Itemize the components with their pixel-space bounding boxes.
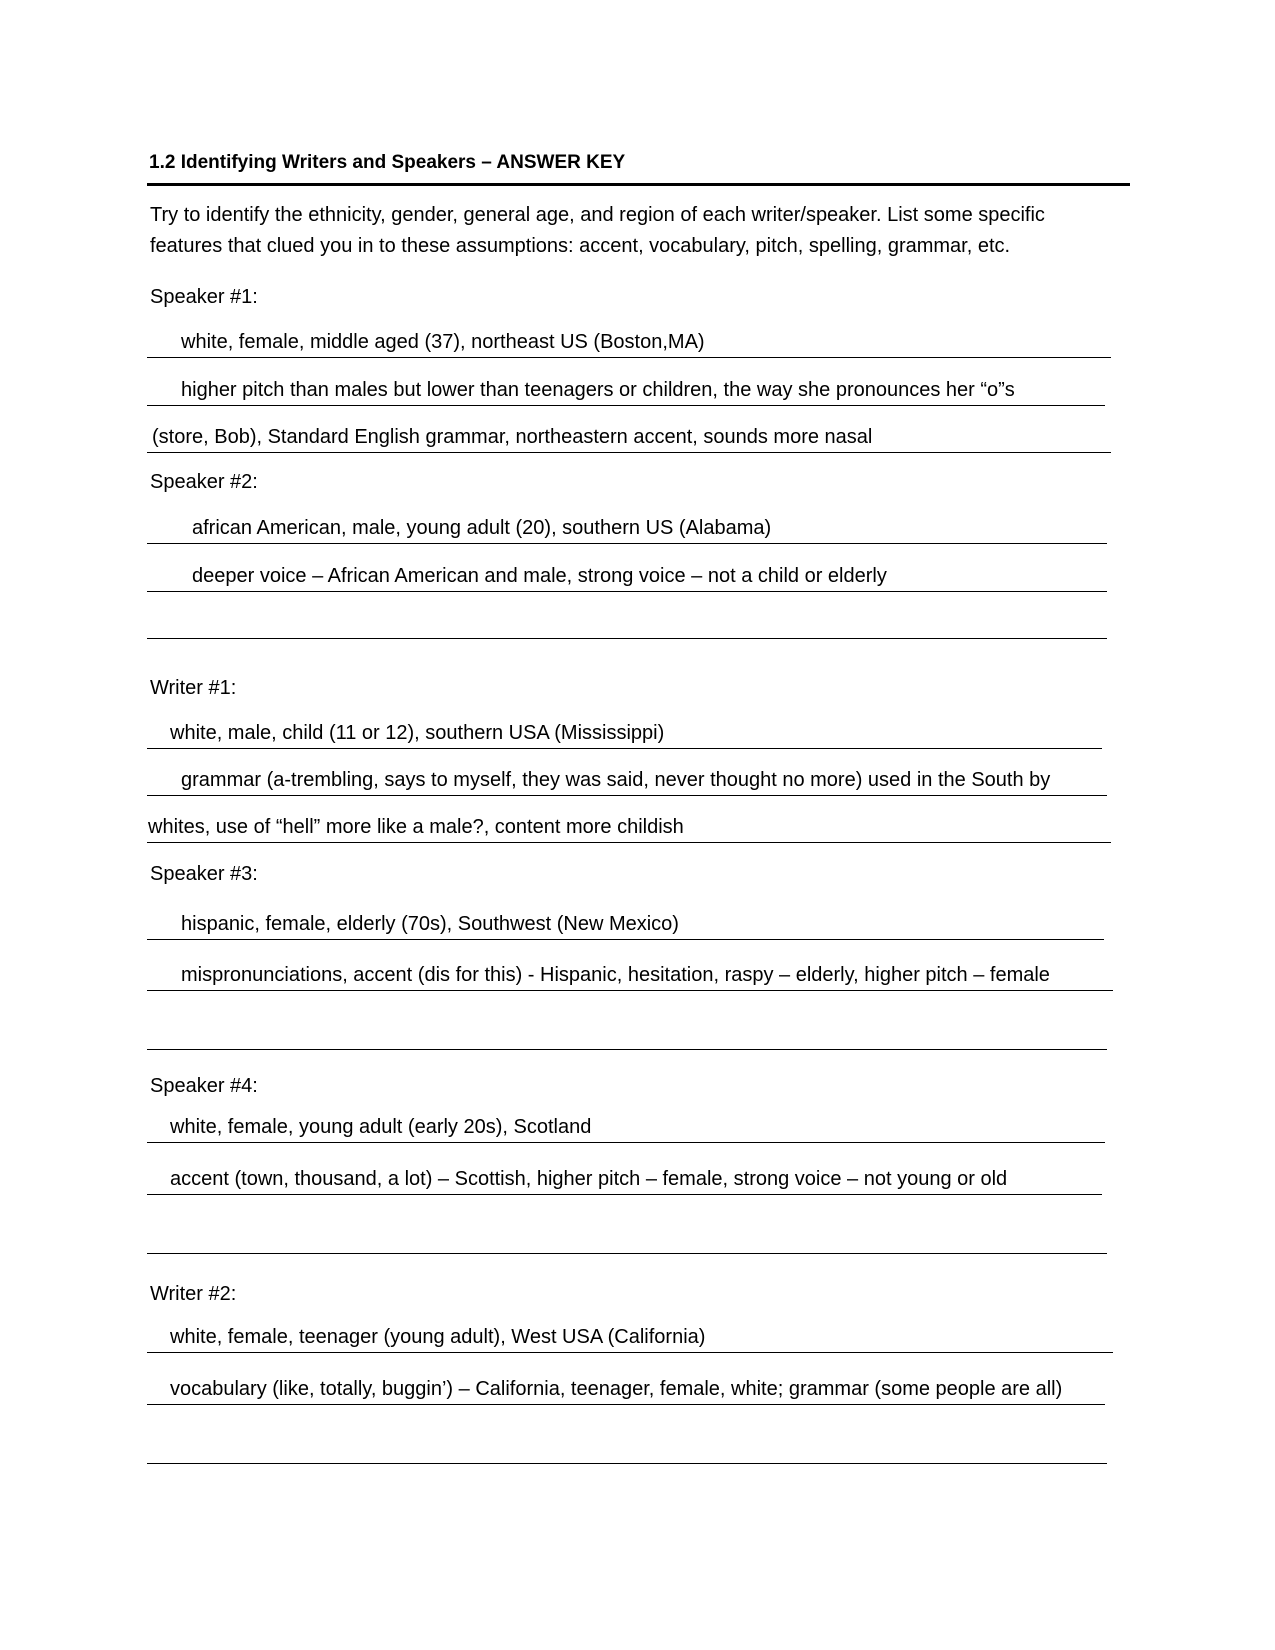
answer-line — [147, 795, 1107, 796]
section-label: Writer #1: — [150, 677, 237, 699]
answer-text: (store, Bob), Standard English grammar, northeastern accent, sounds more nasal — [152, 426, 873, 448]
answer-text: grammar (a-trembling, says to myself, they was said, never thought no more) used in the South by — [181, 769, 1051, 791]
answer-line — [147, 748, 1102, 749]
instructions-line-1: Try to identify the ethnicity, gender, general age, and region of each writer/speaker. List some specific — [150, 204, 1045, 226]
instructions-line-2: features that clued you in to these assumptions: accent, vocabulary, pitch, spelling, grammar, etc. — [150, 235, 1011, 257]
answer-text: higher pitch than males but lower than teenagers or children, the way she pronounces her “o”s — [181, 379, 1015, 401]
answer-line — [147, 1194, 1102, 1195]
page-title: 1.2 Identifying Writers and Speakers – ANSWER KEY — [149, 152, 626, 173]
answer-text: white, female, teenager (young adult), West USA (California) — [170, 1326, 706, 1348]
answer-line — [147, 1352, 1113, 1353]
answer-line — [147, 1142, 1105, 1143]
section-label: Writer #2: — [150, 1283, 237, 1305]
answer-line — [147, 638, 1107, 639]
answer-text: vocabulary (like, totally, buggin’) – California, teenager, female, white; grammar (some people are all) — [170, 1378, 1063, 1400]
answer-text: hispanic, female, elderly (70s), Southwest (New Mexico) — [181, 913, 679, 935]
answer-line — [147, 591, 1107, 592]
answer-text: accent (town, thousand, a lot) – Scottish, higher pitch – female, strong voice – not young or old — [170, 1168, 1008, 1190]
answer-line — [147, 842, 1111, 843]
answer-line — [147, 939, 1104, 940]
title-rule — [147, 183, 1130, 186]
answer-line — [147, 405, 1105, 406]
answer-text: white, female, young adult (early 20s), Scotland — [170, 1116, 592, 1138]
answer-line — [147, 1253, 1107, 1254]
answer-line — [147, 1404, 1105, 1405]
answer-text: mispronunciations, accent (dis for this) - Hispanic, hesitation, raspy – elderly, higher pitch – female — [181, 964, 1050, 986]
answer-line — [147, 1049, 1107, 1050]
answer-line — [147, 452, 1111, 453]
answer-line — [147, 357, 1111, 358]
section-label: Speaker #1: — [150, 286, 258, 308]
answer-line — [147, 1463, 1107, 1464]
answer-line — [147, 990, 1113, 991]
answer-text: white, female, middle aged (37), northeast US (Boston,MA) — [181, 331, 705, 353]
section-label: Speaker #2: — [150, 471, 258, 493]
section-label: Speaker #4: — [150, 1075, 258, 1097]
answer-text: whites, use of “hell” more like a male?, content more childish — [148, 816, 684, 838]
answer-line — [147, 543, 1107, 544]
answer-text: african American, male, young adult (20), southern US (Alabama) — [192, 517, 772, 539]
answer-text: white, male, child (11 or 12), southern USA (Mississippi) — [170, 722, 665, 744]
section-label: Speaker #3: — [150, 863, 258, 885]
answer-text: deeper voice – African American and male, strong voice – not a child or elderly — [192, 565, 887, 587]
